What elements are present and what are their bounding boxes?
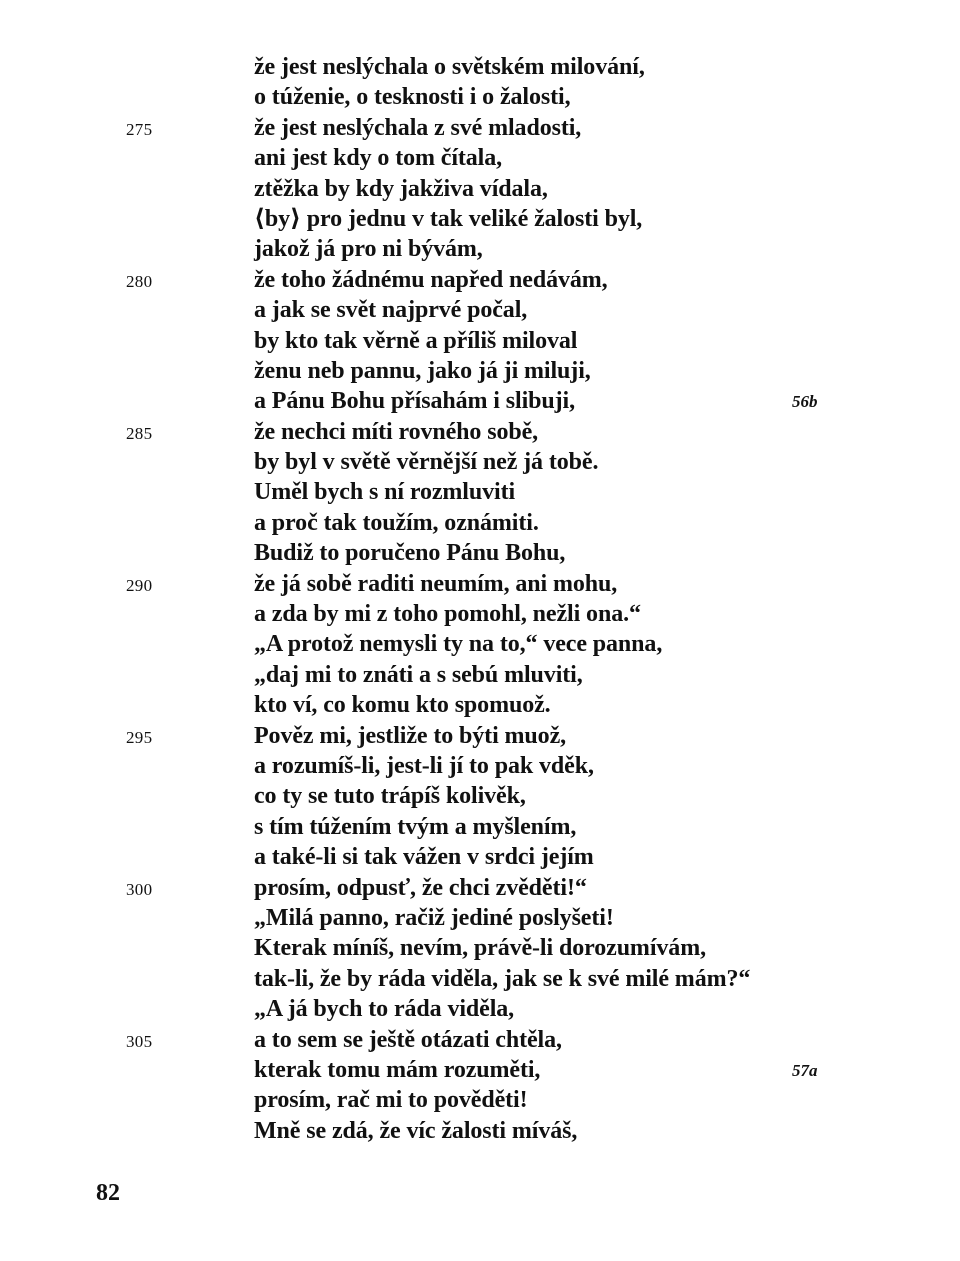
line-text: s tím túžením tvým a myšlením,	[254, 813, 577, 840]
line-number: 305	[126, 1031, 153, 1051]
poem-line	[0, 113, 960, 143]
poem-line	[0, 690, 960, 720]
poem-line	[0, 265, 960, 295]
poem-line	[0, 812, 960, 842]
poem-line	[0, 52, 960, 82]
line-text: že já sobě raditi neumím, ani mohu,	[254, 570, 618, 597]
line-text: kterak tomu mám rozuměti,	[254, 1056, 541, 1083]
poem-line	[0, 447, 960, 477]
poem-line	[0, 1025, 960, 1055]
line-text: ztěžka by kdy jakživa vídala,	[254, 175, 548, 202]
line-number: 275	[126, 119, 153, 139]
poem-text	[0, 52, 960, 1146]
line-number: 280	[126, 271, 153, 291]
poem-line	[0, 1116, 960, 1146]
poem-line	[0, 599, 960, 629]
line-text: Pověz mi, jestliže to býti muož,	[254, 722, 567, 749]
poem-line	[0, 751, 960, 781]
poem-line	[0, 326, 960, 356]
poem-line	[0, 873, 960, 903]
folio-marker: 56b	[792, 392, 818, 412]
line-text: a také-li si tak vážen v srdci jejím	[254, 844, 594, 871]
poem-line	[0, 660, 960, 690]
line-text: a rozumíš-li, jest-li jí to pak vděk,	[254, 752, 594, 779]
poem-line	[0, 174, 960, 204]
poem-line	[0, 964, 960, 994]
line-text: co ty se tuto trápíš kolivěk,	[254, 783, 526, 810]
line-text: ženu neb pannu, jako já ji miluji,	[254, 357, 591, 384]
line-text: a to sem se ještě otázati chtěla,	[254, 1026, 562, 1053]
line-number: 290	[126, 575, 153, 595]
line-text: „A já bych to ráda viděla,	[254, 996, 515, 1023]
poem-line	[0, 143, 960, 173]
poem-line	[0, 82, 960, 112]
line-text: ani jest kdy o tom čítala,	[254, 145, 503, 172]
poem-line	[0, 204, 960, 234]
poem-line	[0, 538, 960, 568]
line-text: „daj mi to znáti a s sebú mluviti,	[254, 661, 583, 688]
poem-line	[0, 356, 960, 386]
line-text: o túženie, o tesknosti i o žalosti,	[254, 84, 571, 111]
line-text: „Milá panno, račiž jediné poslyšeti!	[254, 904, 614, 931]
poem-line	[0, 569, 960, 599]
line-text: a proč tak toužím, oznámiti.	[254, 509, 539, 536]
line-text: tak-li, že by ráda viděla, jak se k své milé mám?“	[254, 965, 751, 992]
line-text: Kterak míníš, nevím, právě-li dorozumívám,	[254, 935, 706, 962]
line-text: prosím, rač mi to pověděti!	[254, 1087, 528, 1114]
poem-line	[0, 417, 960, 447]
line-text: že nechci míti rovného sobě,	[254, 418, 539, 445]
line-text: a jak se svět najprvé počal,	[254, 297, 528, 324]
line-text: Mně se zdá, že víc žalosti míváš,	[254, 1117, 578, 1144]
line-text: že jest neslýchala o světském milování,	[254, 54, 645, 80]
line-number: 300	[126, 879, 153, 899]
line-text: Budiž to poručeno Pánu Bohu,	[254, 540, 566, 567]
line-text: a Pánu Bohu přísahám i slibuji,	[254, 388, 576, 415]
poem-line	[0, 295, 960, 325]
line-text: „A protož nemysli ty na to,“ vece panna,	[254, 631, 663, 658]
line-text: prosím, odpusť, že chci zvěděti!“	[254, 874, 587, 901]
line-text: že toho žádnému napřed nedávám,	[254, 266, 608, 293]
line-number: 285	[126, 423, 153, 443]
line-text: by kto tak věrně a příliš miloval	[254, 327, 578, 354]
line-text: jakož já pro ni bývám,	[254, 236, 483, 263]
poem-line	[0, 994, 960, 1024]
line-text: kto ví, co komu kto spomuož.	[254, 692, 551, 719]
poem-line	[0, 508, 960, 538]
poem-line	[0, 781, 960, 811]
poem-line	[0, 386, 960, 416]
poem-line	[0, 721, 960, 751]
line-text: že jest neslýchala z své mladosti,	[254, 114, 582, 141]
poem-line	[0, 1055, 960, 1085]
line-text: a zda by mi z toho pomohl, nežli ona.“	[254, 601, 641, 628]
line-text: by byl v světě věrnější než já tobě.	[254, 449, 599, 476]
poem-line	[0, 234, 960, 264]
poem-line	[0, 1085, 960, 1115]
poem-line	[0, 477, 960, 507]
folio-marker: 57a	[792, 1060, 818, 1080]
page-number: 82	[96, 1180, 120, 1206]
poem-line	[0, 933, 960, 963]
line-text: Uměl bych s ní rozmluviti	[254, 479, 516, 506]
poem-line	[0, 903, 960, 933]
poem-line	[0, 629, 960, 659]
poem-line	[0, 842, 960, 872]
line-text: ⟨by⟩ pro jednu v tak veliké žalosti byl,	[254, 205, 643, 232]
line-number: 295	[126, 727, 153, 747]
